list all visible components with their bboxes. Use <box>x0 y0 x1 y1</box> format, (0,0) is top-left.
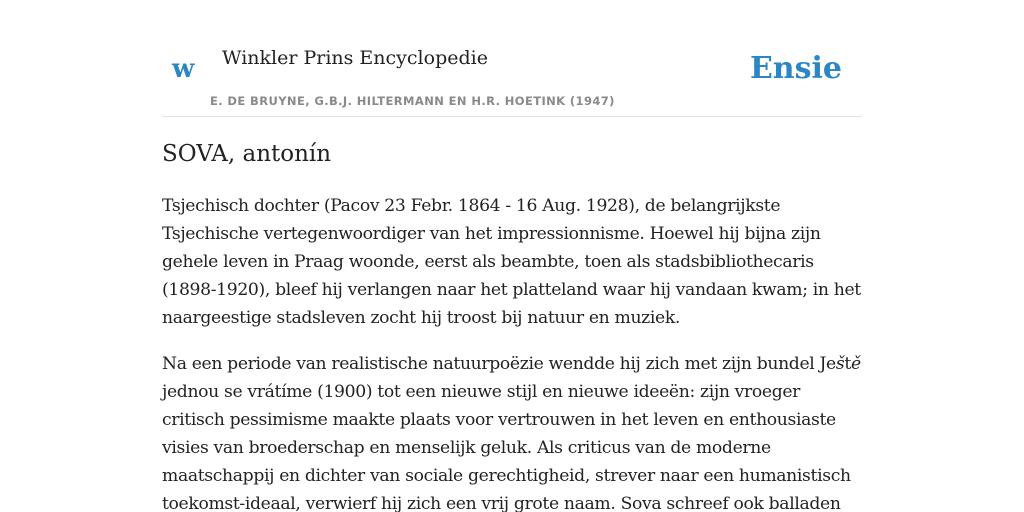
italic-s-caron: š <box>835 354 845 374</box>
entry-body <box>162 192 862 512</box>
entry-title: SOVA, antonín <box>162 141 332 167</box>
site-header <box>162 0 862 117</box>
winkler-prins-logo[interactable]: w <box>172 54 195 84</box>
source-title[interactable]: Winkler Prins Encyclopedie <box>222 47 488 69</box>
ensie-logo-link[interactable]: Ensie <box>749 51 842 86</box>
source-authors: E. DE BRUYNE, G.B.J. HILTERMANN EN H.R. HOETINK (1947) <box>210 94 615 108</box>
paragraph-1: Tsjechisch dochter (Pacov 23 Febr. 1864 - 16 Aug. 1928), de belangrijkste Tsjechische vertegenwoordiger van het impressionnisme. Hoewel hij bijna zijn gehele leven in Praag woonde, eerst als beambte, toen als stadsbibliothecaris (1898-1920), bleef hij verlangen naar het platteland waar hij vandaan kwam; in het naargeestige stadsleven zocht hij troost bij natuur en muziek. <box>162 196 861 328</box>
paragraph-2-start: Na een periode van realistische natuurpoëzie wendde hij zich met zijn bundel Je <box>162 354 836 374</box>
paragraph-2-end: jednou se vrátíme (1900) tot een nieuwe stijl en nieuwe ideeën: zijn vroeger critisch pessimisme maakte plaats voor vertrouwen in het leven en enthousiaste visies van broederschap en menselijk geluk. Als criticus van de moderne maatschappij en dichter van sociale gerechtigheid, strever naar een humanistisch toekomst-ideaal, verwierf hij zich een vrij grote naam. Sova schreef ook balladen <box>162 382 851 512</box>
paragraph-2 <box>162 350 862 512</box>
paragraph-2-mid: t <box>844 354 851 374</box>
italic-e-caron: ě <box>850 354 861 374</box>
